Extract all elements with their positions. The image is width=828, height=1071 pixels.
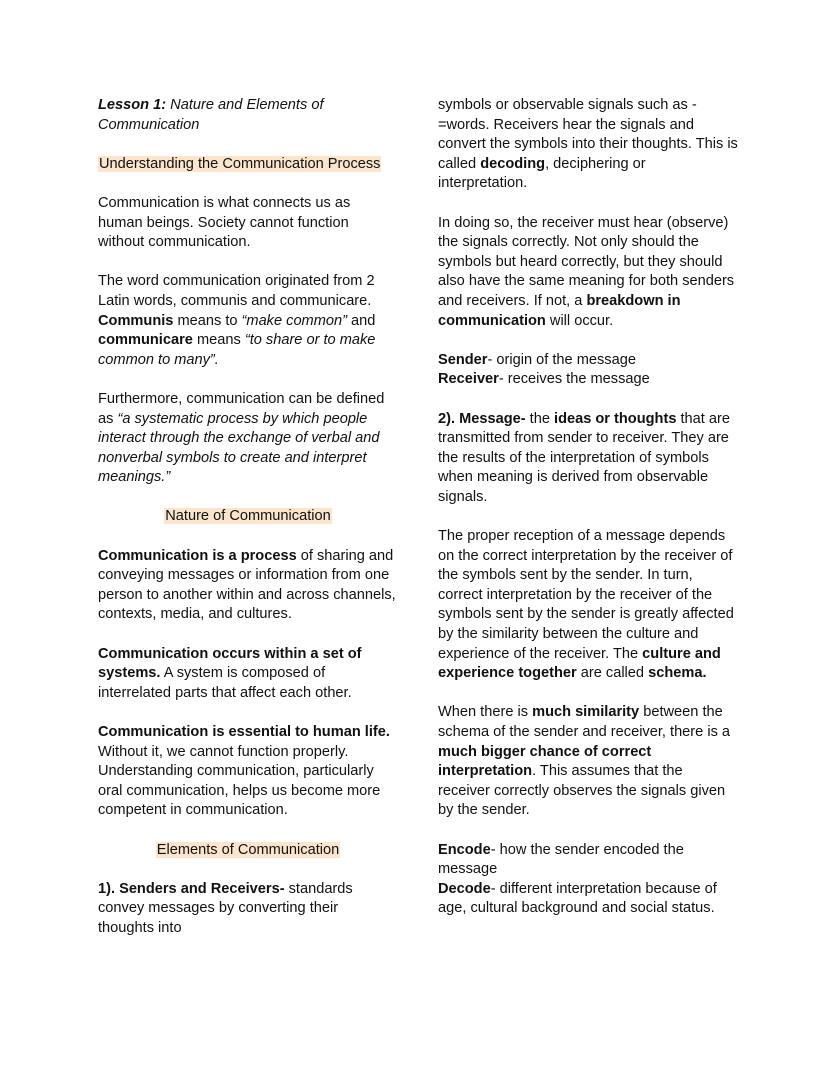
paragraph-decoding: symbols or observable signals such as -=words. Receivers hear the signals and convert the symbols into their thoughts. This is called decoding, deciphering or interpretation. [438,97,738,192]
definitions-encode-decode: Encode- how the sender encoded the message Decode- different interpretation because of age, cultural background and social status. [438,841,717,917]
heading-elements: Elements of Communication [156,841,340,858]
definitions-sender-receiver: Sender- origin of the message Receiver- receives the message [438,351,650,388]
paragraph-schema: The proper reception of a message depends on the correct interpretation by the receiver of the symbols sent by the sender. In turn, correct interpretation by the receiver of the symbols sent by the sender is greatly affected by the similarity between the culture and experience of the receiver. The culture and experience together are called schema. [438,528,734,682]
paragraph-origin: The word communication originated from 2 Latin words, communis and communicare. Communis means to “make common” and communicare means “to share or to make common to many”. [98,273,376,368]
paragraph-message: 2). Message- the ideas or thoughts that are transmitted from sender to receiver. They are the results of the interpretation of symbols when meaning is derived from observable signals. [438,410,730,505]
paragraph-essential: Communication is essential to human life. Without it, we cannot function properly. Understanding communication, particularly oral communication, helps us become more competent in communication. [98,724,390,819]
paragraph-connects: Communication is what connects us as human beings. Society cannot function without communication. [98,194,351,251]
right-column [438,96,738,939]
paragraph-breakdown: In doing so, the receiver must hear (observe) the signals correctly. Not only should the symbols but heard correctly, but they should also have the same meaning for both senders and receivers. If not, a breakdown in communication will occur. [438,214,735,329]
heading-communication-process: Understanding the Communication Process [99,155,381,172]
left-column [98,96,398,958]
paragraph-systems: Communication occurs within a set of systems. A system is composed of interrelated parts that affect each other. [98,645,362,701]
heading-nature: Nature of Communication [165,508,331,525]
paragraph-similarity: When there is much similarity between the schema of the sender and receiver, there is a much bigger chance of correct interpretation. This assumes that the receiver correctly observes the signals given by the sender. [438,704,731,819]
paragraph-definition: Furthermore, communication can be defined as “a systematic process by which people interact through the exchange of verbal and nonverbal symbols to create and interpret meanings.” [98,390,385,486]
paragraph-senders-receivers: 1). Senders and Receivers- standards convey messages by converting their thoughts into [98,880,353,936]
lesson-title: Lesson 1: Nature and Elements of Communication [98,97,324,133]
paragraph-process: Communication is a process of sharing and conveying messages or information from one person to another within and across channels, contexts, media, and cultures. [98,547,396,623]
